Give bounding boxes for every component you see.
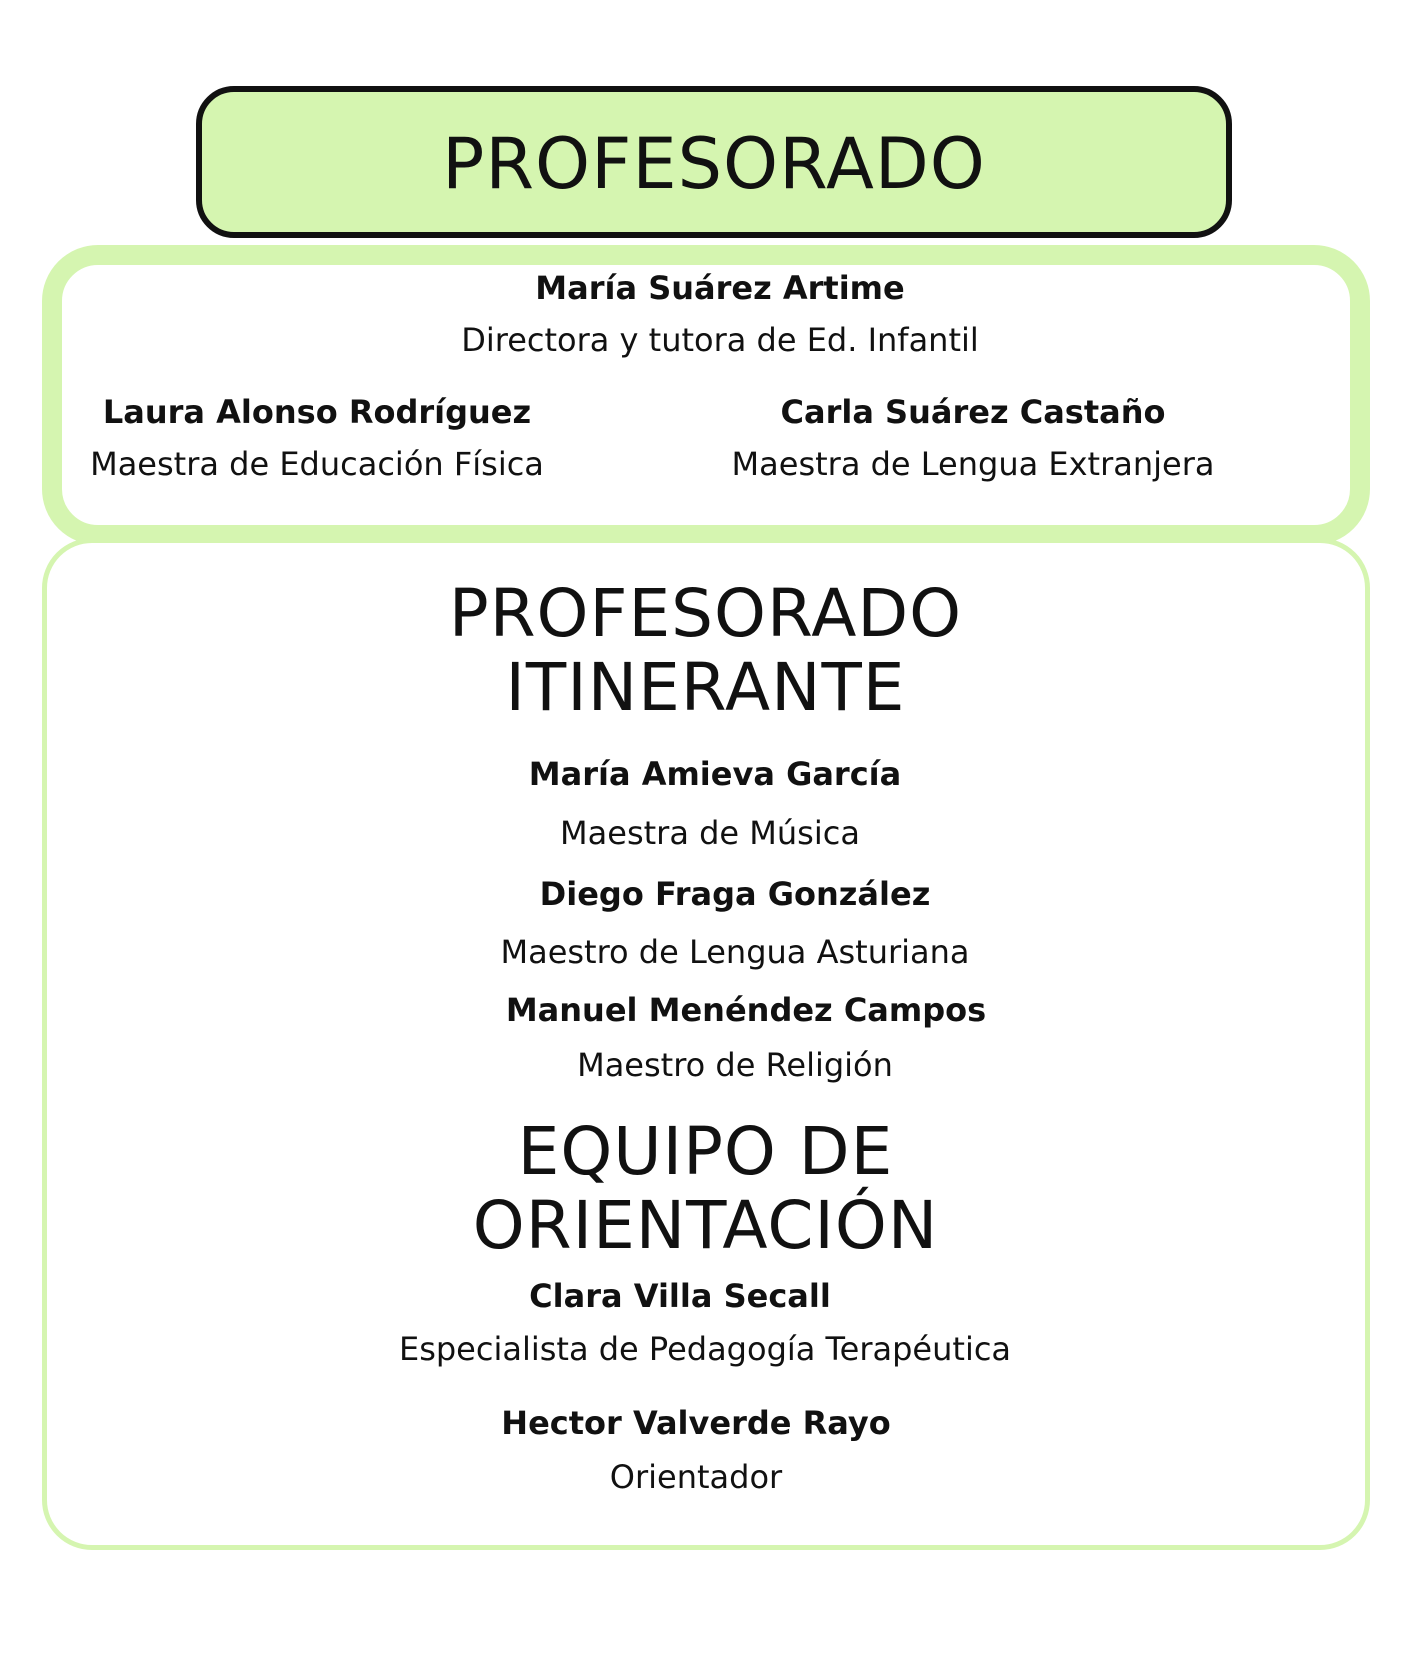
orientation-heading-line2: ORIENTACIÓN xyxy=(472,1187,939,1264)
director-role: Directora y tutora de Ed. Infantil xyxy=(461,321,979,359)
orientation-member-name: Clara Villa Secall xyxy=(529,1277,831,1315)
itinerant-member-name: Diego Fraga González xyxy=(539,875,931,913)
orientation-member-role: Especialista de Pedagogía Terapéutica xyxy=(398,1330,1012,1368)
staff-right-role: Maestra de Lengua Extranjera xyxy=(731,445,1215,483)
itinerant-member-role: Maestro de Lengua Asturiana xyxy=(500,933,970,971)
orientation-heading-line1: EQUIPO DE xyxy=(517,1113,894,1190)
itinerant-heading-line1: PROFESORADO xyxy=(448,575,963,652)
itinerant-member-role: Maestra de Música xyxy=(560,814,860,852)
orientation-member-role: Orientador xyxy=(609,1458,783,1496)
itinerant-heading xyxy=(0,577,1411,725)
staff-right-name: Carla Suárez Castaño xyxy=(780,393,1166,431)
itinerant-member-role: Maestro de Religión xyxy=(577,1046,893,1084)
staff-left-role: Maestra de Educación Física xyxy=(90,445,544,483)
page-title: PROFESORADO xyxy=(442,123,986,205)
orientation-heading xyxy=(0,1115,1411,1263)
itinerant-member-name: María Amieva García xyxy=(528,755,902,793)
itinerant-member-name: Manuel Menéndez Campos xyxy=(505,991,987,1029)
title-banner xyxy=(196,86,1232,238)
director-name: María Suárez Artime xyxy=(535,269,905,307)
itinerant-heading-line2: ITINERANTE xyxy=(505,649,906,726)
staff-left-name: Laura Alonso Rodríguez xyxy=(102,393,532,431)
orientation-member-name: Hector Valverde Rayo xyxy=(501,1404,891,1442)
